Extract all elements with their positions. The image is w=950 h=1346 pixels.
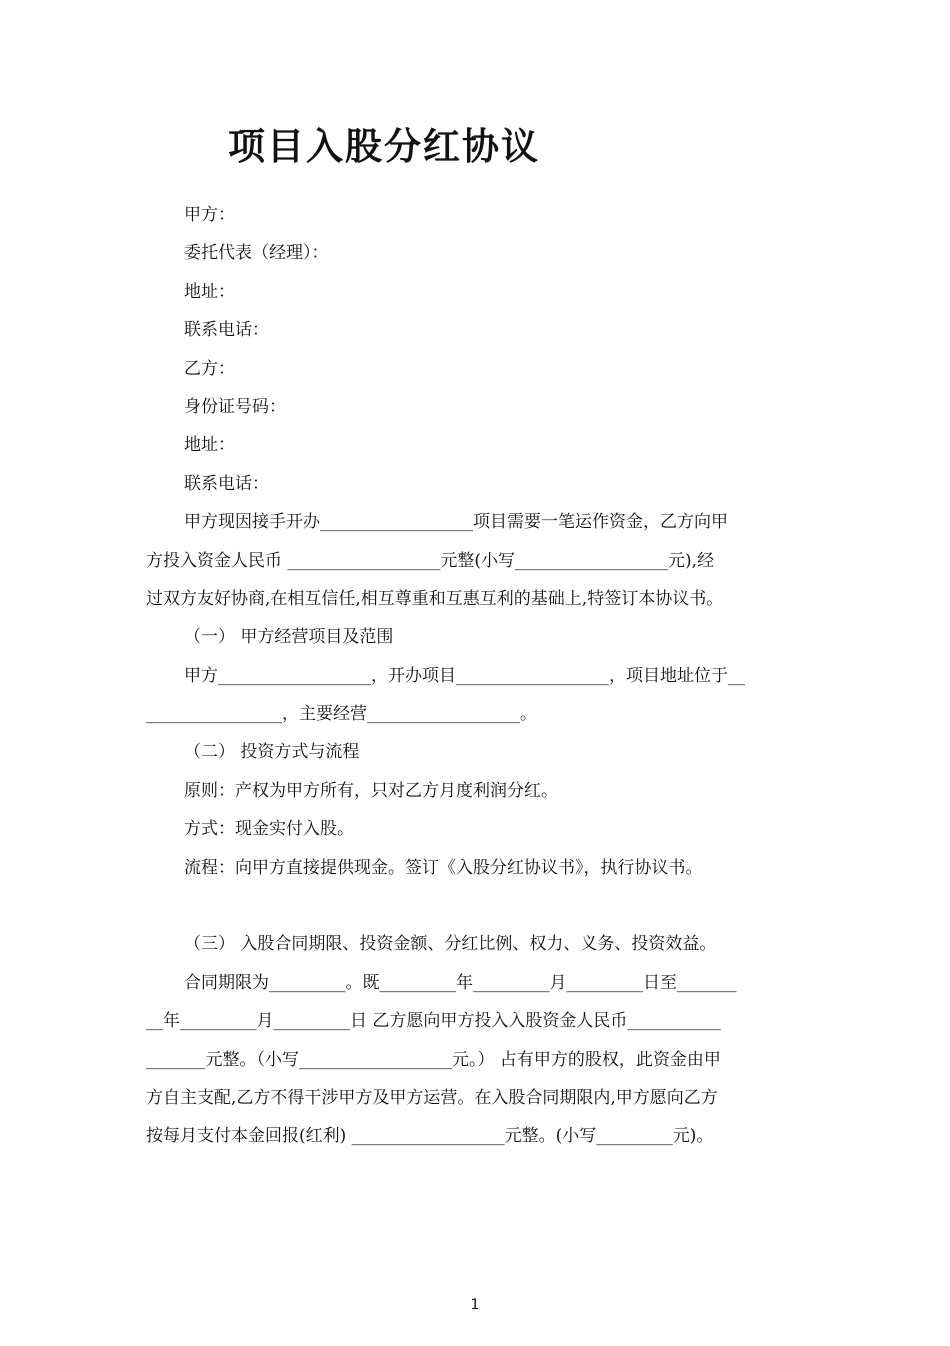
section-3-line: 合同期限为_________。既_________年_________月_________日至_______ — [184, 972, 737, 993]
party-b-phone-field: 联系电话： — [184, 473, 269, 494]
section-3-heading: （三） 入股合同期限、投资金额、分红比例、权力、义务、投资效益。 — [184, 934, 717, 955]
document-title: 项目入股分红协议 — [228, 124, 540, 168]
section-3-line: 方自主支配,乙方不得干涉甲方及甲方运营。在入股合同期限内,甲方愿向乙方 — [146, 1087, 718, 1108]
section-1-line: ________________，主要经营__________________。 — [146, 704, 537, 725]
party-a-name-field: 甲方： — [184, 205, 235, 225]
section-2-heading: （二） 投资方式与流程 — [184, 742, 360, 763]
party-b-address-field: 地址： — [184, 435, 235, 456]
blank-line — [146, 887, 808, 925]
party-a-representative-field: 委托代表（经理）： — [184, 243, 329, 264]
party-b-id-field: 身份证号码： — [184, 396, 286, 417]
section-2-principle: 原则：产权为甲方所有，只对乙方月度利润分红。 — [184, 780, 558, 801]
section-3-line: 按每月支付本金回报(红利) __________________元整。(小写_________元)。 — [146, 1126, 714, 1147]
party-a-phone-field: 联系电话： — [184, 320, 269, 341]
intro-line: 方投入资金人民币 __________________元整(小写__________________元),经 — [146, 550, 715, 571]
document-body — [146, 196, 808, 1156]
section-1-heading: （一） 甲方经营项目及范围 — [184, 627, 394, 648]
section-1-line: 甲方__________________，开办项目__________________，项目地址位于__ — [184, 665, 745, 686]
section-3-line: __年_________月_________日 乙方愿向甲方投入入股资金人民币___________ — [146, 1011, 721, 1032]
section-3-line: _______元整。（小写__________________元。） 占有甲方的股权，此资金由甲 — [146, 1049, 721, 1070]
section-2-process: 流程：向甲方直接提供现金。签订《入股分红协议书》，执行协议书。 — [184, 857, 703, 878]
party-a-address-field: 地址： — [184, 281, 235, 302]
page-number: 1 — [470, 1297, 480, 1313]
intro-line: 过双方友好协商,在相互信任,相互尊重和互惠互利的基础上,特签订本协议书。 — [146, 588, 724, 609]
party-b-name-field: 乙方： — [184, 358, 235, 379]
section-2-method: 方式：现金实付入股。 — [184, 819, 354, 840]
intro-line: 甲方现因接手开办__________________项目需要一笔运作资金，乙方向甲 — [184, 512, 728, 533]
